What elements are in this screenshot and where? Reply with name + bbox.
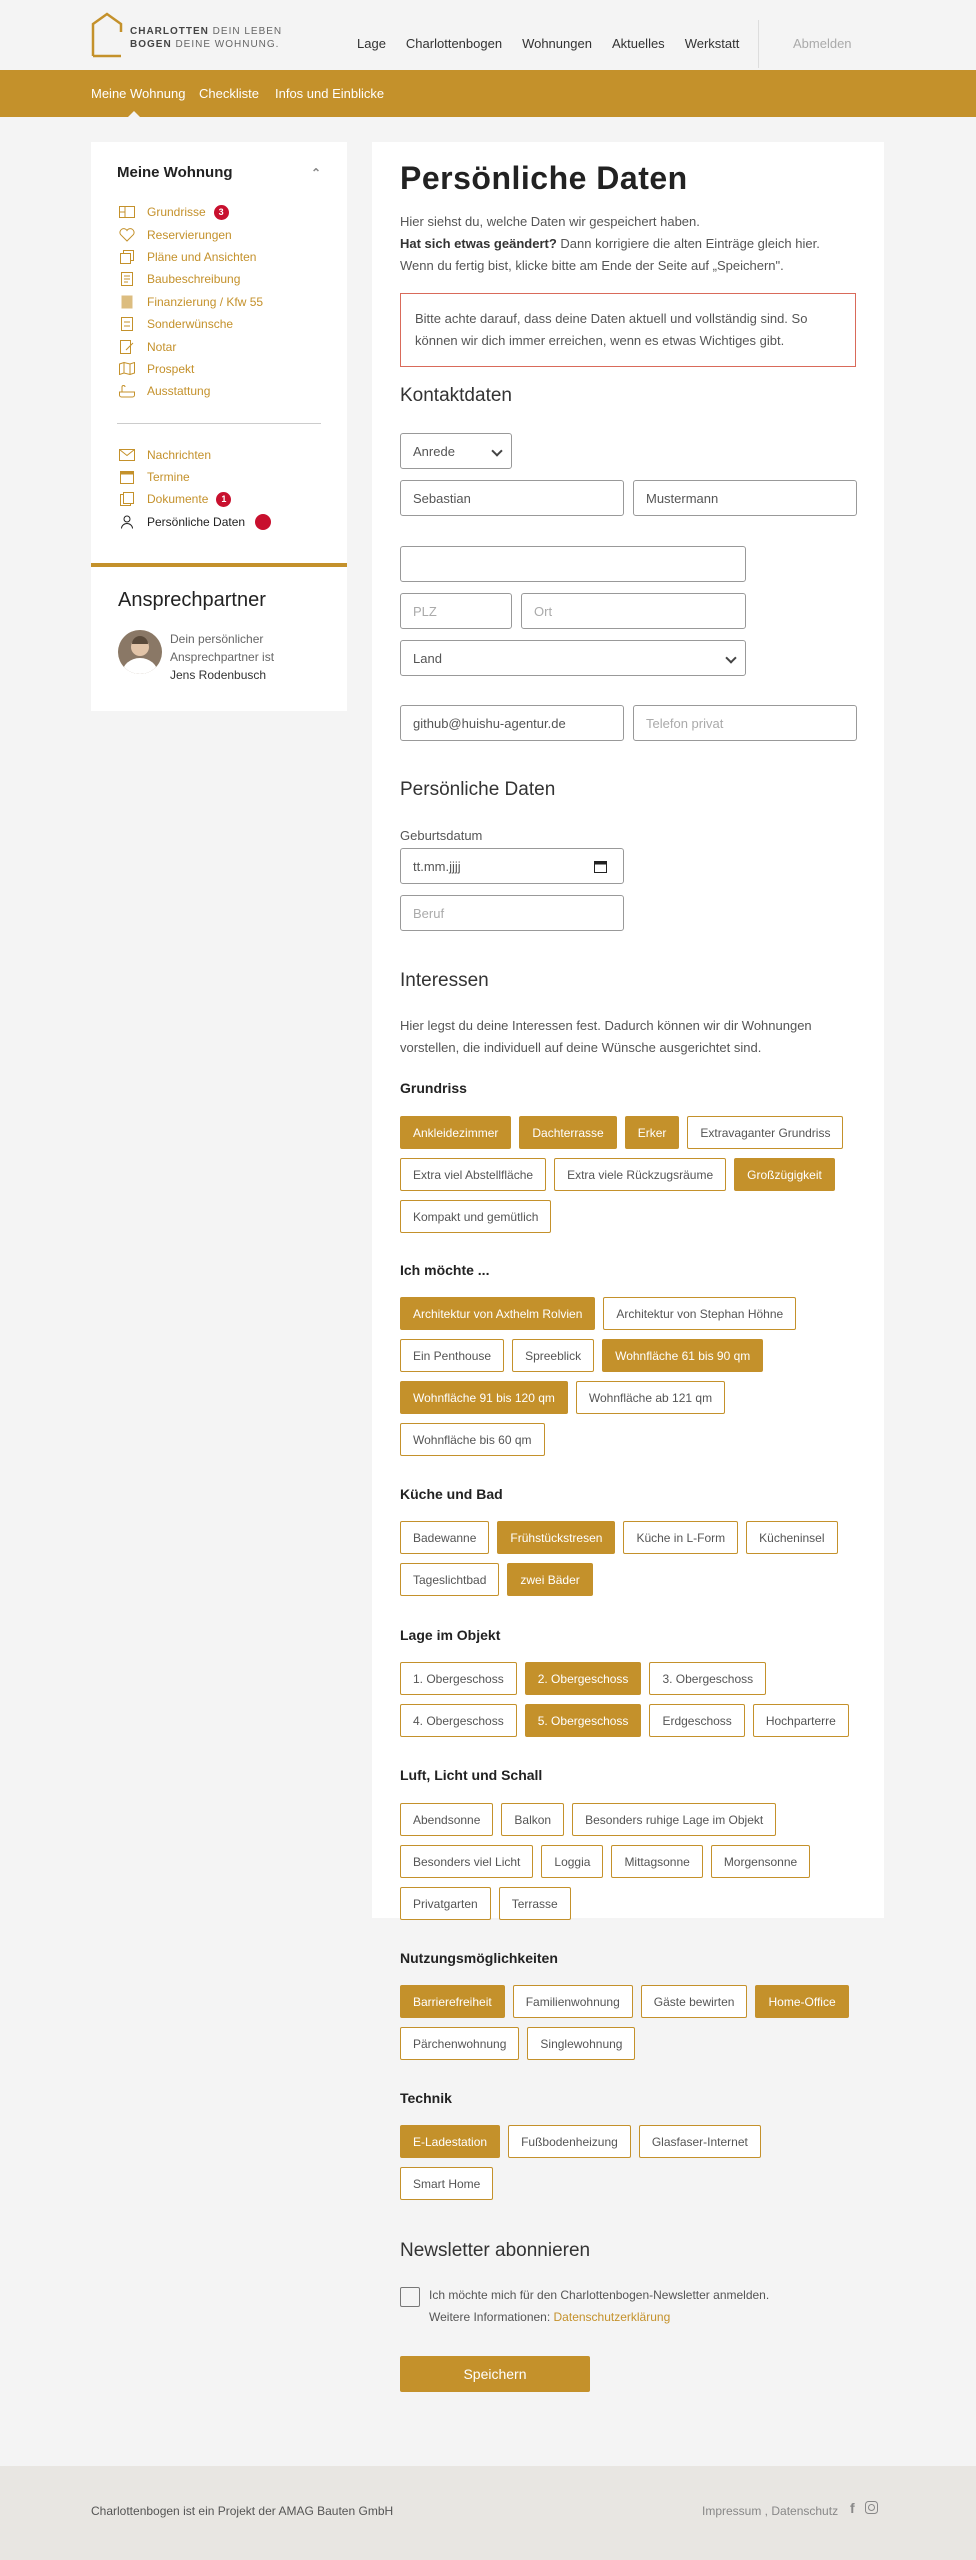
count-badge: 3	[214, 205, 229, 220]
floorplan-icon	[117, 206, 137, 218]
facebook-icon[interactable]: f	[850, 2500, 855, 2516]
sidebar-title[interactable]	[117, 164, 321, 181]
tag-group-nutzung	[400, 1985, 860, 2069]
sidebar-item-reservierungen[interactable]	[117, 223, 321, 245]
interest-tag[interactable]: Spreeblick	[512, 1339, 594, 1372]
nav-wohnungen[interactable]: Wohnungen	[522, 36, 592, 51]
salutation-value: Anrede	[413, 443, 455, 459]
birthdate-placeholder: tt.mm.jjjj	[413, 858, 461, 874]
interest-tag[interactable]: Erker	[625, 1116, 680, 1149]
group-title-kueche: Küche und Bad	[400, 1486, 503, 1502]
salutation-select[interactable]	[400, 433, 512, 469]
calculator-icon	[117, 295, 137, 309]
interests-text: Hier legst du deine Interessen fest. Dadurch können wir dir Wohnungen vorstellen, die individuell auf deine Wünsche ausgerichtet sind.	[400, 1018, 812, 1055]
interest-tag[interactable]: Kücheninsel	[746, 1521, 837, 1554]
instagram-icon[interactable]	[865, 2500, 878, 2516]
intro-line-3: Wenn du fertig bist, klicke bitte am Ende der Seite auf „Speichern".	[400, 258, 784, 273]
sidebar-item-label: Prospekt	[147, 361, 195, 376]
interest-tag[interactable]: Abendsonne	[400, 1803, 493, 1836]
page-title: Persönliche Daten	[400, 160, 688, 196]
firstname-input[interactable]: Sebastian	[400, 480, 624, 516]
section-title-kontakt: Kontaktdaten	[400, 385, 512, 406]
interest-tag[interactable]: Privatgarten	[400, 1887, 491, 1920]
interest-tag[interactable]: Fußbodenheizung	[508, 2125, 631, 2158]
sidebar-item-label: Pläne und Ansichten	[147, 249, 257, 264]
active-caret	[128, 111, 140, 117]
interest-tag[interactable]: 2. Obergeschoss	[525, 1662, 642, 1695]
subnav-checkliste[interactable]: Checkliste	[199, 86, 259, 101]
sidebar-item-label: Sonderwünsche	[147, 317, 234, 332]
social-links	[850, 2500, 878, 2516]
count-badge: 1	[216, 492, 231, 507]
sidebar-divider	[117, 423, 321, 424]
sidebar-item-label: Grundrisse	[147, 205, 206, 220]
interest-tag[interactable]: Balkon	[501, 1803, 564, 1836]
sidebar	[91, 142, 347, 567]
interest-tag[interactable]: Morgensonne	[711, 1845, 810, 1878]
list-icon	[117, 317, 137, 331]
privacy-link[interactable]: Datenschutzerklärung	[553, 2310, 671, 2324]
interest-tag[interactable]: 4. Obergeschoss	[400, 1704, 517, 1737]
sidebar-item-sonderwuensche[interactable]	[117, 313, 321, 335]
interest-tag[interactable]: Familienwohnung	[513, 1985, 633, 2018]
layers-icon	[117, 250, 137, 264]
avatar	[118, 630, 162, 674]
map-icon	[117, 362, 137, 375]
edit-document-icon	[117, 340, 137, 354]
interest-tag[interactable]: Dachterrasse	[519, 1116, 616, 1149]
interest-tag[interactable]: Besonders ruhige Lage im Objekt	[572, 1803, 776, 1836]
datenschutz-link[interactable]: Datenschutz	[771, 2504, 839, 2518]
tag-group-grundriss	[400, 1116, 860, 1242]
interest-tag[interactable]: 1. Obergeschoss	[400, 1662, 517, 1695]
sidebar-item-nachrichten[interactable]	[117, 444, 321, 466]
main-panel	[372, 142, 884, 2382]
intro-line-2: Dann korrigiere die alten Einträge gleich hier.	[556, 236, 820, 251]
sidebar-item-termine[interactable]	[117, 466, 321, 488]
documents-icon	[117, 492, 137, 506]
nav-charlottenbogen[interactable]: Charlottenbogen	[405, 36, 503, 51]
tag-group-kueche	[400, 1521, 860, 1605]
calendar-icon[interactable]	[594, 860, 607, 876]
sidebar-item-grundrisse[interactable]	[117, 201, 321, 223]
street-input[interactable]	[400, 546, 746, 582]
sidebar-item-label: Baubeschreibung	[147, 272, 241, 287]
plz-input[interactable]: PLZ	[400, 593, 512, 629]
logo-text-2: BOGEN	[130, 39, 172, 50]
tag-group-luft	[400, 1803, 860, 1929]
sidebar-item-finanzierung[interactable]	[117, 291, 321, 313]
sidebar-item-label: Nachrichten	[147, 447, 212, 462]
tag-group-ich-moechte	[400, 1297, 860, 1465]
nav-aktuelles[interactable]: Aktuelles	[611, 36, 665, 51]
interest-tag[interactable]: Gäste bewirten	[641, 1985, 748, 2018]
section-title-interests: Interessen	[400, 970, 489, 991]
interest-tag[interactable]: Pärchenwohnung	[400, 2027, 519, 2060]
interest-tag[interactable]: Home-Office	[755, 1985, 848, 2018]
sidebar-item-persoenliche-daten[interactable]	[117, 511, 321, 533]
sub-nav	[0, 70, 976, 117]
sidebar-item-plaene[interactable]	[117, 246, 321, 268]
nav-lage[interactable]: Lage	[357, 36, 386, 51]
interest-tag[interactable]: Loggia	[541, 1845, 603, 1878]
contact-line-2: Ansprechpartner ist	[170, 650, 275, 664]
interest-tag[interactable]: Glasfaser-Internet	[639, 2125, 761, 2158]
tag-group-technik	[400, 2125, 860, 2209]
interest-tag[interactable]: Architektur von Axthelm Rolvien	[400, 1297, 595, 1330]
impressum-link[interactable]: Impressum	[702, 2504, 762, 2518]
interest-tag[interactable]: Ein Penthouse	[400, 1339, 504, 1372]
contact-title: Ansprechpartner	[118, 589, 266, 611]
calendar-icon	[117, 470, 137, 484]
chevron-down-icon	[725, 652, 736, 663]
sidebar-item-label: Ausstattung	[147, 384, 211, 399]
interest-tag[interactable]: Hochparterre	[753, 1704, 849, 1737]
interest-tag[interactable]: Wohnfläche 91 bis 120 qm	[400, 1381, 568, 1414]
interest-tag[interactable]: 5. Obergeschoss	[525, 1704, 642, 1737]
city-input[interactable]: Ort	[521, 593, 746, 629]
sidebar-item-label: Persönliche Daten	[147, 514, 246, 529]
heart-icon	[117, 228, 137, 242]
interest-tag[interactable]: Tageslichtbad	[400, 1563, 499, 1596]
subnav-meine-wohnung[interactable]: Meine Wohnung	[91, 86, 186, 101]
interest-tag[interactable]: E-Ladestation	[400, 2125, 500, 2158]
newsletter-more-text: Weitere Informationen:	[429, 2310, 554, 2324]
group-title-ich-moechte: Ich möchte ...	[400, 1262, 490, 1278]
logo-tag-2: DEINE WOHNUNG.	[175, 39, 280, 50]
country-value: Land	[413, 650, 442, 666]
notification-dot	[255, 514, 271, 530]
bathtub-icon	[117, 385, 137, 398]
subnav-infos[interactable]: Infos und Einblicke	[275, 86, 385, 101]
interest-tag[interactable]: Wohnfläche ab 121 qm	[576, 1381, 725, 1414]
notice-box: Bitte achte darauf, dass deine Daten aktuell und vollständig sind. So können wir dich immer erreichen, wenn es etwas Wichtiges gibt.	[400, 293, 856, 367]
group-title-luft: Luft, Licht und Schall	[400, 1767, 543, 1783]
intro-text	[400, 211, 856, 277]
interest-tag[interactable]: Erdgeschoss	[649, 1704, 744, 1737]
sidebar-item-label: Dokumente	[147, 492, 209, 507]
footer-text: Charlottenbogen ist ein Projekt der AMAG Bauten GmbH	[91, 2504, 394, 2518]
logo[interactable]	[90, 12, 282, 58]
group-title-nutzung: Nutzungsmöglichkeiten	[400, 1950, 558, 1966]
interest-tag[interactable]: Frühstückstresen	[497, 1521, 615, 1554]
interest-tag[interactable]: Singlewohnung	[527, 2027, 635, 2060]
interest-tag[interactable]: Kompakt und gemütlich	[400, 1200, 551, 1233]
interest-tag[interactable]: Ankleidezimmer	[400, 1116, 511, 1149]
header	[0, 0, 976, 70]
group-title-technik: Technik	[400, 2090, 452, 2106]
document-icon	[117, 272, 137, 286]
birthdate-label: Geburtsdatum	[400, 828, 483, 843]
interest-tag[interactable]: Extravaganter Grundriss	[687, 1116, 843, 1149]
birthdate-input[interactable]	[400, 848, 624, 884]
footer-links: Impressum , Datenschutz	[702, 2504, 839, 2518]
sidebar-item-label: Finanzierung / Kfw 55	[147, 294, 264, 309]
interest-tag[interactable]: Smart Home	[400, 2167, 493, 2200]
email-input[interactable]: github@huishu-agentur.de	[400, 705, 624, 741]
intro-bold: Hat sich etwas geändert?	[400, 236, 557, 251]
footer	[0, 2466, 976, 2560]
newsletter-more	[429, 2310, 670, 2324]
sidebar-title-text: Meine Wohnung	[117, 164, 233, 181]
logout-link[interactable]: Abmelden	[793, 36, 852, 51]
newsletter-text: Ich möchte mich für den Charlottenbogen-Newsletter anmelden.	[429, 2288, 770, 2302]
interest-tag[interactable]: Barrierefreiheit	[400, 1985, 505, 2018]
lastname-input[interactable]: Mustermann	[633, 480, 857, 516]
newsletter-checkbox[interactable]	[400, 2287, 420, 2307]
interest-tag[interactable]: Großzügigkeit	[734, 1158, 835, 1191]
sidebar-item-baubeschreibung[interactable]	[117, 268, 321, 290]
sidebar-item-ausstattung[interactable]	[117, 380, 321, 402]
chevron-down-icon	[491, 445, 502, 456]
user-icon	[117, 515, 137, 529]
chevron-up-icon[interactable]: ⌃	[310, 166, 321, 180]
interest-tag[interactable]: zwei Bäder	[507, 1563, 592, 1596]
logo-tag-1: DEIN LEBEN	[212, 26, 283, 37]
sidebar-item-notar[interactable]	[117, 335, 321, 357]
section-title-personal: Persönliche Daten	[400, 779, 556, 800]
interest-tag[interactable]: Architektur von Stephan Höhne	[603, 1297, 796, 1330]
country-select[interactable]	[400, 640, 746, 676]
save-button[interactable]: Speichern	[400, 2356, 590, 2392]
interest-tag[interactable]: Wohnfläche 61 bis 90 qm	[602, 1339, 763, 1372]
contact-line-1: Dein persönlicher	[170, 632, 264, 646]
sidebar-item-label: Termine	[147, 470, 190, 485]
contact-card	[91, 567, 347, 711]
interest-tag[interactable]: Extra viele Rückzugsräume	[554, 1158, 726, 1191]
section-title-newsletter: Newsletter abonnieren	[400, 2240, 591, 2261]
interest-tag[interactable]: Terrasse	[499, 1887, 571, 1920]
interest-tag[interactable]: Extra viel Abstellfläche	[400, 1158, 546, 1191]
intro-line-1: Hier siehst du, welche Daten wir gespeichert haben.	[400, 214, 700, 229]
group-title-grundriss: Grundriss	[400, 1080, 467, 1096]
interest-tag[interactable]: Besonders viel Licht	[400, 1845, 533, 1878]
sidebar-item-label: Notar	[147, 339, 177, 354]
interest-tag[interactable]: Mittagsonne	[611, 1845, 702, 1878]
contact-name: Jens Rodenbusch	[170, 668, 267, 682]
group-title-lage: Lage im Objekt	[400, 1627, 501, 1643]
tag-group-lage	[400, 1662, 860, 1746]
logo-text-1: CHARLOTTEN	[130, 26, 209, 37]
interest-tag[interactable]: Wohnfläche bis 60 qm	[400, 1423, 545, 1456]
main-nav	[357, 36, 759, 51]
header-divider	[758, 20, 759, 68]
job-input[interactable]: Beruf	[400, 895, 624, 931]
interest-tag[interactable]: 3. Obergeschoss	[649, 1662, 766, 1695]
interest-tag[interactable]: Küche in L-Form	[623, 1521, 738, 1554]
envelope-icon	[117, 449, 137, 461]
logo-mark-icon	[90, 12, 124, 58]
sidebar-item-prospekt[interactable]	[117, 358, 321, 380]
phone-input[interactable]: Telefon privat	[633, 705, 857, 741]
interest-tag[interactable]: Badewanne	[400, 1521, 489, 1554]
sidebar-item-label: Reservierungen	[147, 227, 232, 242]
sidebar-item-dokumente[interactable]	[117, 488, 321, 510]
nav-werkstatt[interactable]: Werkstatt	[684, 36, 740, 51]
